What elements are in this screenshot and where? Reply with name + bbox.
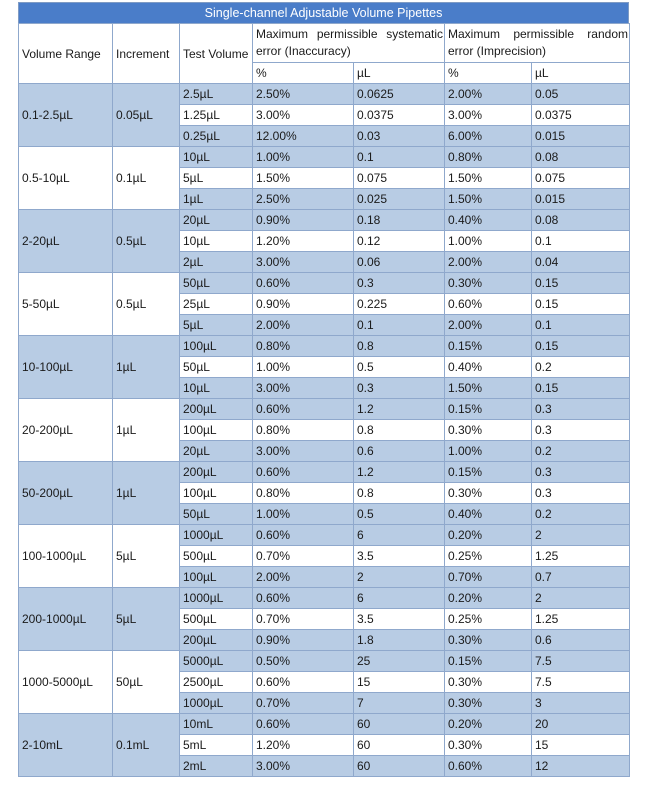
systematic-percent-cell: 1.50% xyxy=(253,168,354,189)
random-ul-cell: 0.3 xyxy=(532,462,630,483)
systematic-percent-cell: 1.00% xyxy=(253,504,354,525)
systematic-percent-cell: 2.50% xyxy=(253,189,354,210)
volume-range-cell: 50-200µL xyxy=(19,462,113,525)
test-volume-cell: 200µL xyxy=(180,630,253,651)
header-systematic-error: Maximum permissible systematic error (Inaccuracy) xyxy=(253,24,445,63)
random-percent-cell: 0.80% xyxy=(445,147,532,168)
increment-cell: 1µL xyxy=(113,336,180,399)
systematic-percent-cell: 0.60% xyxy=(253,672,354,693)
systematic-percent-cell: 3.00% xyxy=(253,378,354,399)
systematic-ul-cell: 3.5 xyxy=(354,546,445,567)
systematic-ul-cell: 0.6 xyxy=(354,441,445,462)
systematic-ul-cell: 3.5 xyxy=(354,609,445,630)
random-percent-cell: 2.00% xyxy=(445,252,532,273)
systematic-percent-cell: 3.00% xyxy=(253,441,354,462)
systematic-ul-cell: 0.1 xyxy=(354,315,445,336)
random-ul-cell: 0.3 xyxy=(532,483,630,504)
systematic-ul-cell: 6 xyxy=(354,525,445,546)
increment-cell: 1µL xyxy=(113,399,180,462)
test-volume-cell: 20µL xyxy=(180,441,253,462)
volume-range-cell: 5-50µL xyxy=(19,273,113,336)
test-volume-cell: 0.25µL xyxy=(180,126,253,147)
systematic-ul-cell: 1.2 xyxy=(354,399,445,420)
random-ul-cell: 7.5 xyxy=(532,651,630,672)
table-row xyxy=(19,84,630,105)
pipette-spec-table xyxy=(18,23,630,777)
random-ul-cell: 0.015 xyxy=(532,189,630,210)
test-volume-cell: 1000µL xyxy=(180,693,253,714)
random-percent-cell: 0.40% xyxy=(445,210,532,231)
subheader-random-ul: µL xyxy=(532,63,630,84)
test-volume-cell: 1.25µL xyxy=(180,105,253,126)
table-row xyxy=(19,588,630,609)
random-percent-cell: 0.60% xyxy=(445,756,532,777)
random-ul-cell: 0.04 xyxy=(532,252,630,273)
random-ul-cell: 2 xyxy=(532,525,630,546)
test-volume-cell: 5µL xyxy=(180,168,253,189)
increment-cell: 0.05µL xyxy=(113,84,180,147)
systematic-ul-cell: 0.8 xyxy=(354,483,445,504)
random-percent-cell: 0.30% xyxy=(445,735,532,756)
random-percent-cell: 0.30% xyxy=(445,630,532,651)
random-percent-cell: 0.70% xyxy=(445,567,532,588)
systematic-ul-cell: 6 xyxy=(354,588,445,609)
systematic-percent-cell: 0.60% xyxy=(253,714,354,735)
random-ul-cell: 1.25 xyxy=(532,609,630,630)
increment-cell: 0.5µL xyxy=(113,210,180,273)
table-row xyxy=(19,147,630,168)
random-ul-cell: 1.25 xyxy=(532,546,630,567)
subheader-systematic-percent: % xyxy=(253,63,354,84)
test-volume-cell: 2500µL xyxy=(180,672,253,693)
random-percent-cell: 1.50% xyxy=(445,168,532,189)
random-percent-cell: 0.15% xyxy=(445,462,532,483)
random-ul-cell: 0.15 xyxy=(532,294,630,315)
random-ul-cell: 0.2 xyxy=(532,441,630,462)
systematic-ul-cell: 0.8 xyxy=(354,420,445,441)
test-volume-cell: 10mL xyxy=(180,714,253,735)
volume-range-cell: 100-1000µL xyxy=(19,525,113,588)
systematic-percent-cell: 0.60% xyxy=(253,399,354,420)
systematic-percent-cell: 0.80% xyxy=(253,483,354,504)
systematic-ul-cell: 0.075 xyxy=(354,168,445,189)
test-volume-cell: 10µL xyxy=(180,378,253,399)
random-ul-cell: 0.1 xyxy=(532,315,630,336)
random-ul-cell: 0.08 xyxy=(532,147,630,168)
systematic-percent-cell: 1.20% xyxy=(253,231,354,252)
increment-cell: 0.1µL xyxy=(113,147,180,210)
volume-range-cell: 1000-5000µL xyxy=(19,651,113,714)
header-random-error: Maximum permissible random error (Imprecision) xyxy=(445,24,630,63)
random-ul-cell: 2 xyxy=(532,588,630,609)
test-volume-cell: 500µL xyxy=(180,546,253,567)
random-percent-cell: 0.40% xyxy=(445,357,532,378)
random-ul-cell: 0.15 xyxy=(532,273,630,294)
test-volume-cell: 50µL xyxy=(180,273,253,294)
random-percent-cell: 2.00% xyxy=(445,84,532,105)
systematic-percent-cell: 0.90% xyxy=(253,210,354,231)
random-ul-cell: 0.0375 xyxy=(532,105,630,126)
random-ul-cell: 0.05 xyxy=(532,84,630,105)
systematic-percent-cell: 0.70% xyxy=(253,546,354,567)
volume-range-cell: 2-10mL xyxy=(19,714,113,777)
systematic-ul-cell: 0.025 xyxy=(354,189,445,210)
systematic-ul-cell: 0.12 xyxy=(354,231,445,252)
test-volume-cell: 100µL xyxy=(180,336,253,357)
random-percent-cell: 0.30% xyxy=(445,483,532,504)
test-volume-cell: 5µL xyxy=(180,315,253,336)
table-body xyxy=(19,84,630,777)
random-percent-cell: 0.25% xyxy=(445,546,532,567)
volume-range-cell: 20-200µL xyxy=(19,399,113,462)
systematic-ul-cell: 0.03 xyxy=(354,126,445,147)
increment-cell: 0.1mL xyxy=(113,714,180,777)
random-ul-cell: 0.15 xyxy=(532,336,630,357)
volume-range-cell: 10-100µL xyxy=(19,336,113,399)
random-ul-cell: 20 xyxy=(532,714,630,735)
test-volume-cell: 25µL xyxy=(180,294,253,315)
table-row xyxy=(19,651,630,672)
systematic-percent-cell: 0.70% xyxy=(253,609,354,630)
random-percent-cell: 3.00% xyxy=(445,105,532,126)
test-volume-cell: 10µL xyxy=(180,147,253,168)
test-volume-cell: 5mL xyxy=(180,735,253,756)
random-ul-cell: 0.3 xyxy=(532,399,630,420)
table-title: Single-channel Adjustable Volume Pipettes xyxy=(18,2,629,23)
systematic-percent-cell: 2.00% xyxy=(253,315,354,336)
systematic-ul-cell: 0.3 xyxy=(354,273,445,294)
header-test-volume: Test Volume xyxy=(180,24,253,84)
systematic-ul-cell: 0.06 xyxy=(354,252,445,273)
systematic-percent-cell: 0.90% xyxy=(253,294,354,315)
random-percent-cell: 1.00% xyxy=(445,441,532,462)
table-row xyxy=(19,399,630,420)
random-ul-cell: 15 xyxy=(532,735,630,756)
increment-cell: 5µL xyxy=(113,588,180,651)
systematic-percent-cell: 0.90% xyxy=(253,630,354,651)
random-percent-cell: 0.40% xyxy=(445,504,532,525)
pipette-spec-table-container xyxy=(18,2,629,777)
random-percent-cell: 0.30% xyxy=(445,420,532,441)
systematic-percent-cell: 1.00% xyxy=(253,357,354,378)
test-volume-cell: 2mL xyxy=(180,756,253,777)
table-row xyxy=(19,273,630,294)
test-volume-cell: 500µL xyxy=(180,609,253,630)
test-volume-cell: 100µL xyxy=(180,420,253,441)
systematic-percent-cell: 0.60% xyxy=(253,273,354,294)
random-ul-cell: 0.075 xyxy=(532,168,630,189)
random-percent-cell: 0.60% xyxy=(445,294,532,315)
random-ul-cell: 0.15 xyxy=(532,378,630,399)
systematic-percent-cell: 2.50% xyxy=(253,84,354,105)
random-percent-cell: 0.15% xyxy=(445,651,532,672)
systematic-ul-cell: 15 xyxy=(354,672,445,693)
table-row xyxy=(19,462,630,483)
random-percent-cell: 0.20% xyxy=(445,714,532,735)
random-percent-cell: 1.00% xyxy=(445,231,532,252)
systematic-percent-cell: 2.00% xyxy=(253,567,354,588)
test-volume-cell: 2µL xyxy=(180,252,253,273)
systematic-percent-cell: 3.00% xyxy=(253,105,354,126)
test-volume-cell: 10µL xyxy=(180,231,253,252)
test-volume-cell: 5000µL xyxy=(180,651,253,672)
table-row xyxy=(19,210,630,231)
header-increment: Increment xyxy=(113,24,180,84)
header-volume-range: Volume Range xyxy=(19,24,113,84)
systematic-percent-cell: 3.00% xyxy=(253,252,354,273)
test-volume-cell: 20µL xyxy=(180,210,253,231)
systematic-percent-cell: 0.70% xyxy=(253,693,354,714)
subheader-systematic-ul: µL xyxy=(354,63,445,84)
random-percent-cell: 0.20% xyxy=(445,525,532,546)
random-ul-cell: 0.3 xyxy=(532,420,630,441)
systematic-ul-cell: 25 xyxy=(354,651,445,672)
systematic-ul-cell: 2 xyxy=(354,567,445,588)
random-percent-cell: 0.20% xyxy=(445,588,532,609)
systematic-ul-cell: 0.3 xyxy=(354,378,445,399)
random-percent-cell: 0.30% xyxy=(445,273,532,294)
increment-cell: 5µL xyxy=(113,525,180,588)
systematic-percent-cell: 0.60% xyxy=(253,462,354,483)
volume-range-cell: 2-20µL xyxy=(19,210,113,273)
table-row xyxy=(19,714,630,735)
increment-cell: 1µL xyxy=(113,462,180,525)
random-percent-cell: 0.30% xyxy=(445,672,532,693)
test-volume-cell: 1000µL xyxy=(180,588,253,609)
systematic-ul-cell: 0.8 xyxy=(354,336,445,357)
random-percent-cell: 1.50% xyxy=(445,378,532,399)
systematic-ul-cell: 7 xyxy=(354,693,445,714)
random-percent-cell: 0.15% xyxy=(445,336,532,357)
test-volume-cell: 1000µL xyxy=(180,525,253,546)
random-ul-cell: 0.2 xyxy=(532,504,630,525)
table-row xyxy=(19,525,630,546)
test-volume-cell: 50µL xyxy=(180,504,253,525)
random-ul-cell: 0.7 xyxy=(532,567,630,588)
table-row xyxy=(19,336,630,357)
systematic-ul-cell: 0.0375 xyxy=(354,105,445,126)
systematic-percent-cell: 0.60% xyxy=(253,588,354,609)
subheader-random-percent: % xyxy=(445,63,532,84)
random-ul-cell: 0.1 xyxy=(532,231,630,252)
systematic-ul-cell: 0.225 xyxy=(354,294,445,315)
systematic-percent-cell: 0.80% xyxy=(253,336,354,357)
test-volume-cell: 200µL xyxy=(180,462,253,483)
test-volume-cell: 200µL xyxy=(180,399,253,420)
random-percent-cell: 6.00% xyxy=(445,126,532,147)
systematic-ul-cell: 0.0625 xyxy=(354,84,445,105)
test-volume-cell: 50µL xyxy=(180,357,253,378)
volume-range-cell: 0.5-10µL xyxy=(19,147,113,210)
test-volume-cell: 100µL xyxy=(180,483,253,504)
random-percent-cell: 0.30% xyxy=(445,693,532,714)
systematic-ul-cell: 0.5 xyxy=(354,357,445,378)
random-ul-cell: 7.5 xyxy=(532,672,630,693)
systematic-ul-cell: 0.5 xyxy=(354,504,445,525)
test-volume-cell: 2.5µL xyxy=(180,84,253,105)
random-ul-cell: 0.015 xyxy=(532,126,630,147)
random-percent-cell: 2.00% xyxy=(445,315,532,336)
systematic-ul-cell: 0.18 xyxy=(354,210,445,231)
random-percent-cell: 0.25% xyxy=(445,609,532,630)
systematic-ul-cell: 60 xyxy=(354,735,445,756)
volume-range-cell: 0.1-2.5µL xyxy=(19,84,113,147)
increment-cell: 0.5µL xyxy=(113,273,180,336)
systematic-ul-cell: 1.8 xyxy=(354,630,445,651)
random-ul-cell: 0.08 xyxy=(532,210,630,231)
systematic-ul-cell: 60 xyxy=(354,756,445,777)
systematic-percent-cell: 0.80% xyxy=(253,420,354,441)
random-ul-cell: 0.6 xyxy=(532,630,630,651)
test-volume-cell: 1µL xyxy=(180,189,253,210)
increment-cell: 50µL xyxy=(113,651,180,714)
random-ul-cell: 0.2 xyxy=(532,357,630,378)
random-percent-cell: 0.15% xyxy=(445,399,532,420)
systematic-percent-cell: 0.60% xyxy=(253,525,354,546)
systematic-ul-cell: 1.2 xyxy=(354,462,445,483)
systematic-ul-cell: 0.1 xyxy=(354,147,445,168)
systematic-percent-cell: 1.20% xyxy=(253,735,354,756)
systematic-ul-cell: 60 xyxy=(354,714,445,735)
systematic-percent-cell: 1.00% xyxy=(253,147,354,168)
volume-range-cell: 200-1000µL xyxy=(19,588,113,651)
systematic-percent-cell: 12.00% xyxy=(253,126,354,147)
random-percent-cell: 1.50% xyxy=(445,189,532,210)
systematic-percent-cell: 0.50% xyxy=(253,651,354,672)
test-volume-cell: 100µL xyxy=(180,567,253,588)
header-row xyxy=(19,24,630,63)
random-ul-cell: 3 xyxy=(532,693,630,714)
random-ul-cell: 12 xyxy=(532,756,630,777)
systematic-percent-cell: 3.00% xyxy=(253,756,354,777)
